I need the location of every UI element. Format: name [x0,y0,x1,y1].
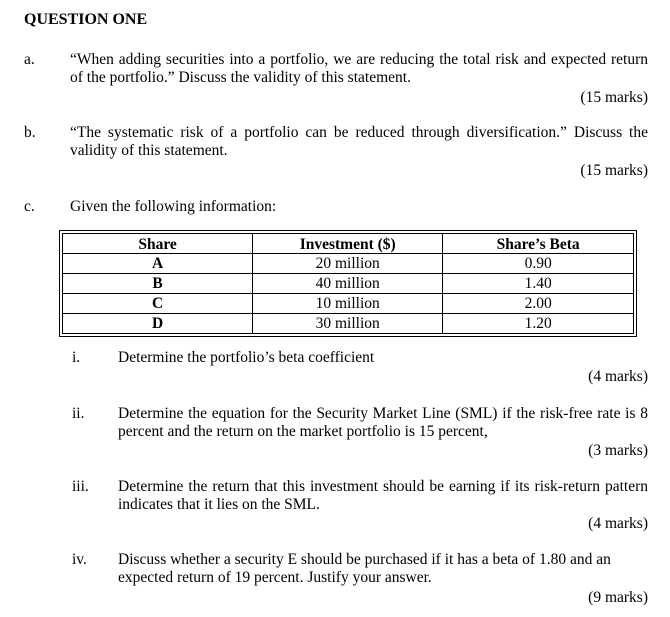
question-b-marks: (15 marks) [580,162,648,179]
subquestion-ii-label: ii. [72,405,85,422]
question-c-label: c. [24,198,35,215]
cell-investment: 40 million [253,274,443,294]
question-c-text: Given the following information: [70,198,277,215]
subquestion-ii-marks: (3 marks) [588,442,648,459]
subquestion-iii-text: Determine the return that this investment should be earning if its risk-return pattern indicates that it lies on the SML. [118,478,648,513]
cell-beta: 2.00 [443,294,634,314]
question-a-text: “When adding securities into a portfolio, we are reducing the total risk and expected return of the portfolio.” Discuss the validity of this statement. [70,51,648,86]
cell-beta: 0.90 [443,254,634,274]
cell-beta: 1.40 [443,274,634,294]
subquestion-iv-text: Discuss whether a security E should be purchased if it has a beta of 1.80 and an expected return of 19 percent. Justify your answer. [118,551,611,586]
table-row [63,274,634,294]
cell-investment: 20 million [253,254,443,274]
cell-investment: 30 million [253,314,443,334]
subquestion-iii-label: iii. [72,478,89,495]
table-header-row [63,234,634,254]
cell-beta: 1.20 [443,314,634,334]
header-share: Share [63,234,253,254]
subquestion-iv-label: iv. [72,551,87,568]
subquestion-iii-marks: (4 marks) [588,515,648,532]
question-b-label: b. [24,124,36,141]
subquestion-i-label: i. [72,349,81,366]
question-b-text: “The systematic risk of a portfolio can be reduced through diversification.” Discuss the validity of this statement. [70,124,648,159]
question-a-label: a. [24,51,35,68]
subquestion-ii-text: Determine the equation for the Security Market Line (SML) if the risk-free rate is 8 percent and the return on the market portfolio is 15 percent, [118,405,648,440]
subquestion-i-marks: (4 marks) [588,368,648,385]
table-row [63,294,634,314]
cell-share: C [63,294,253,314]
cell-investment: 10 million [253,294,443,314]
subquestion-iv-marks: (9 marks) [588,589,648,606]
header-beta: Share’s Beta [443,234,634,254]
cell-share: D [63,314,253,334]
question-a-marks: (15 marks) [580,89,648,106]
question-title: QUESTION ONE [24,11,148,28]
cell-share: B [63,274,253,294]
header-investment: Investment ($) [253,234,443,254]
table-row [63,254,634,274]
table-row [63,314,634,334]
share-info-table [62,233,634,334]
cell-share: A [63,254,253,274]
subquestion-i-text: Determine the portfolio’s beta coefficient [118,349,375,366]
